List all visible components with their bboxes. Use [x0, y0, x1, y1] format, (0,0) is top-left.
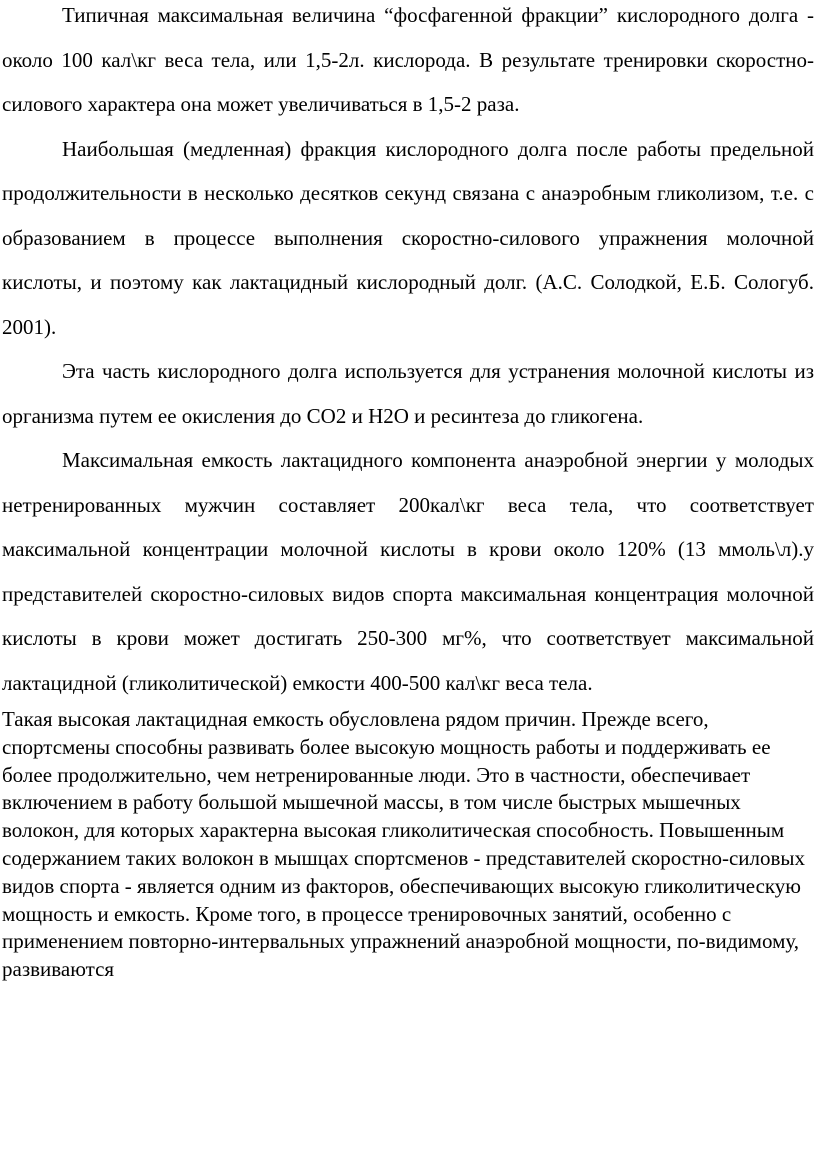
paragraph-lactic-fraction: Наибольшая (медленная) фракция кислородного долга после работы предельной продолжительности в несколько десятков секунд связана с анаэробным гликолизом, т.е. с образованием в процессе выполнения скоростно-силового упражнения молочной кислоты, и поэтому как лактацидный кислородный долг. (А.С. Солодкой, Е.Б. Сологуб. 2001).: [2, 136, 814, 339]
paragraph-phosphagen-fraction: Типичная максимальная величина “фосфагенной фракции” кислородного долга - около 100 кал\кг веса тела, или 1,5-2л. кислорода. В результате тренировки скоростно-силового характера она может увеличиваться в 1,5-2 раза.: [2, 3, 814, 116]
paragraph-max-lactate-capacity: Максимальная емкость лактацидного компонента анаэробной энергии у молодых нетренированных мужчин составляет 200кал\кг веса тела, что соответствует максимальной концентрации молочной кислоты в крови около 120% (13 ммоль\л).у представителей скоростно-силовых видов спорта максимальная концентрация молочной кислоты в крови может достигать 250-300 мг%, что соответствует максимальной лактацидной (гликолитической) емкости 400-500 кал\кг веса тела.: [2, 448, 814, 695]
paragraph-lactic-acid-removal: Эта часть кислородного долга используется для устранения молочной кислоты из организма путем ее окисления до СО2 и Н2О и ресинтеза до гликогена.: [2, 359, 814, 428]
paragraph-high-lactate-capacity-reasons: Такая высокая лактацидная емкость обусловлена рядом причин. Прежде всего, спортсмены способны развивать более высокую мощность работы и поддерживать ее более продолжительно, чем нетренированные люди. Это в частности, обеспечивает включением в работу большой мышечной массы, в том числе быстрых мышечных волокон, для которых характерна высокая гликолитическая способность. Повышенным содержанием таких волокон в мышцах спортсменов - представителей скоростно-силовых видов спорта - является одним из факторов, обеспечивающих высокую гликолитическую мощность и емкость. Кроме того, в процессе тренировочных занятий, особенно с применением повторно-интервальных упражнений анаэробной мощности, по-видимому, развиваются: [2, 707, 806, 982]
